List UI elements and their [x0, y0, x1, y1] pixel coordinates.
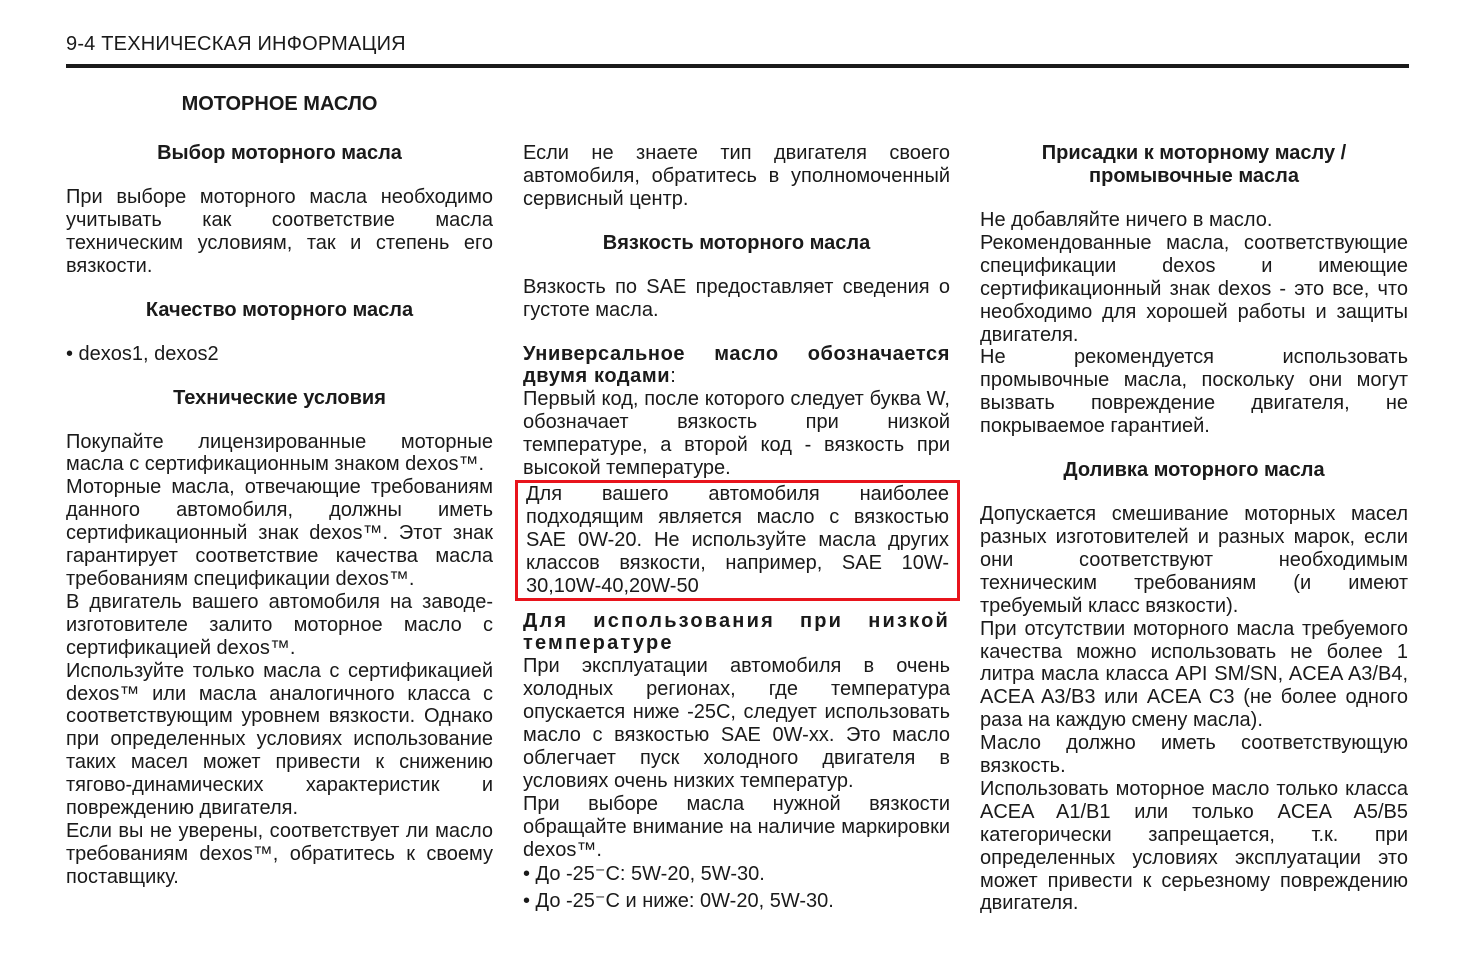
- section-title-topping-up: Доливка моторного масла: [1063, 459, 1325, 482]
- paragraph-choice: При выборе моторного масла необходимо учитывать как соответствие масла техническим условиям, так и степень его вязкости.: [66, 186, 493, 277]
- section-title-low-temp: Для использования при низкой температуре: [523, 609, 950, 655]
- main-title: МОТОРНОЕ МАСЛО: [181, 93, 378, 115]
- paragraph-recommended-viscosity: Для вашего автомобиля наиболее подходящим является масло с вязкостью SAE 0W-20. Не используйте масла других классов вязкости, например, SAE 10W-30,10W-40,20W-50: [526, 482, 949, 597]
- paragraph-topping-1: Допускается смешивание моторных масел разных изготовителей и разных марок, если они соответствуют необходимым техническим требованиям (и имеют требуемый класс вязкости).: [980, 503, 1408, 617]
- paragraph-additives-1: Не добавляйте ничего в масло.: [980, 209, 1273, 231]
- lead-colon: :: [670, 365, 676, 388]
- paragraph-sae: Вязкость по SAE предоставляет сведения о густоте масла.: [523, 275, 950, 321]
- paragraph-additives-2: Рекомендованные масла, соответствующие спецификации dexos и имеющие сертификационный знак dexos - это все, что необходимо для хорошей работы и защиты двигателя.: [980, 231, 1408, 346]
- section-title-viscosity: Вязкость моторного масла: [602, 231, 871, 254]
- bullet-dexos: • dexos1, dexos2: [66, 342, 219, 365]
- bullet-viscosity-2: • До -25⁻C и ниже: 0W-20, 5W-30.: [523, 890, 834, 913]
- section-title-specs: Технические условия: [173, 386, 386, 409]
- paragraph-lead: [523, 343, 950, 389]
- paragraph-codes: Первый код, после которого следует буква W, обозначает вязкость при низкой температуре, а второй код - вязкость при высокой температуре.: [523, 388, 950, 480]
- bullet-viscosity-1: • До -25⁻C: 5W-20, 5W-30.: [523, 863, 765, 886]
- section-title-choice: Выбор моторного масла: [157, 142, 402, 164]
- paragraph-topping-3: Масло должно иметь соответствующую вязкость.: [980, 732, 1408, 778]
- paragraph-specs-5: Если вы не уверены, соответствует ли масло требованиям dexos™, обратитесь к своему поставщику.: [66, 819, 493, 888]
- paragraph-topping-2: При отсутствии моторного масла требуемого качества можно использовать не более 1 литра масла класса API SM/SN, ACEA A3/B4, ACEA A3/B3 или ACEA C3 (не более одного раза на каждую смену масла).: [980, 617, 1408, 732]
- paragraph-topping-4: Использовать моторное масло только класса ACEA A1/B1 или только ACEA A5/B5 категорически запрещается, т.к. при определенных условиях эксплуатации это может привести к серьезному повреждению двигателя.: [980, 777, 1408, 915]
- highlight-box: [515, 480, 960, 601]
- paragraph-specs-4: Используйте только масла с сертификацией dexos™ или масла аналогичного класса с соответствующим уровнем вязкости. Однако при определенных условиях использование таких масел может привести к снижению тягово-динамических характеристик и повреждению двигателя.: [66, 659, 493, 820]
- paragraph-additives-3: Не рекомендуется использовать промывочные масла, поскольку они могут вызвать повреждение двигателя, не покрываемое гарантией.: [980, 346, 1408, 438]
- section-title-quality: Качество моторного масла: [145, 298, 414, 321]
- paragraph-specs-1: Покупайте лицензированные моторные масла с сертификационным знаком dexos™.: [66, 430, 493, 476]
- page-header: 9-4 ТЕХНИЧЕСКАЯ ИНФОРМАЦИЯ: [66, 33, 406, 55]
- section-title-additives: Присадки к моторному маслу / промывочные масла: [1041, 142, 1347, 187]
- column-1: [66, 92, 493, 889]
- paragraph-low-temp-1: При эксплуатации автомобиля в очень холодных регионах, где температура опускается ниже -25С, следует использовать масло с вязкостью SAE 0W-xx. Это масло облегчает пуск холодного двигателя в условиях очень низких температур.: [523, 655, 950, 792]
- paragraph-intro: Если не знаете тип двигателя своего автомобиля, обратитесь в уполномоченный сервисный центр.: [523, 142, 950, 210]
- paragraph-specs-3: В двигатель вашего автомобиля на заводе-изготовителе залито моторное масло с сертификацией dexos™.: [66, 590, 493, 659]
- column-2: [523, 142, 950, 915]
- lead-bold-text: Универсальное масло обозначается двумя кодами: [523, 342, 950, 388]
- paragraph-specs-2: Моторные масла, отвечающие требованиям данного автомобиля, должны иметь сертификационный знак dexos™. Этот знак гарантирует соответствие качества масла требованиям спецификации dexos™.: [66, 476, 493, 590]
- column-3: [980, 142, 1408, 915]
- paragraph-low-temp-2: При выборе масла нужной вязкости обращайте внимание на наличие маркировки dexos™.: [523, 792, 950, 861]
- header-rule: [66, 64, 1409, 68]
